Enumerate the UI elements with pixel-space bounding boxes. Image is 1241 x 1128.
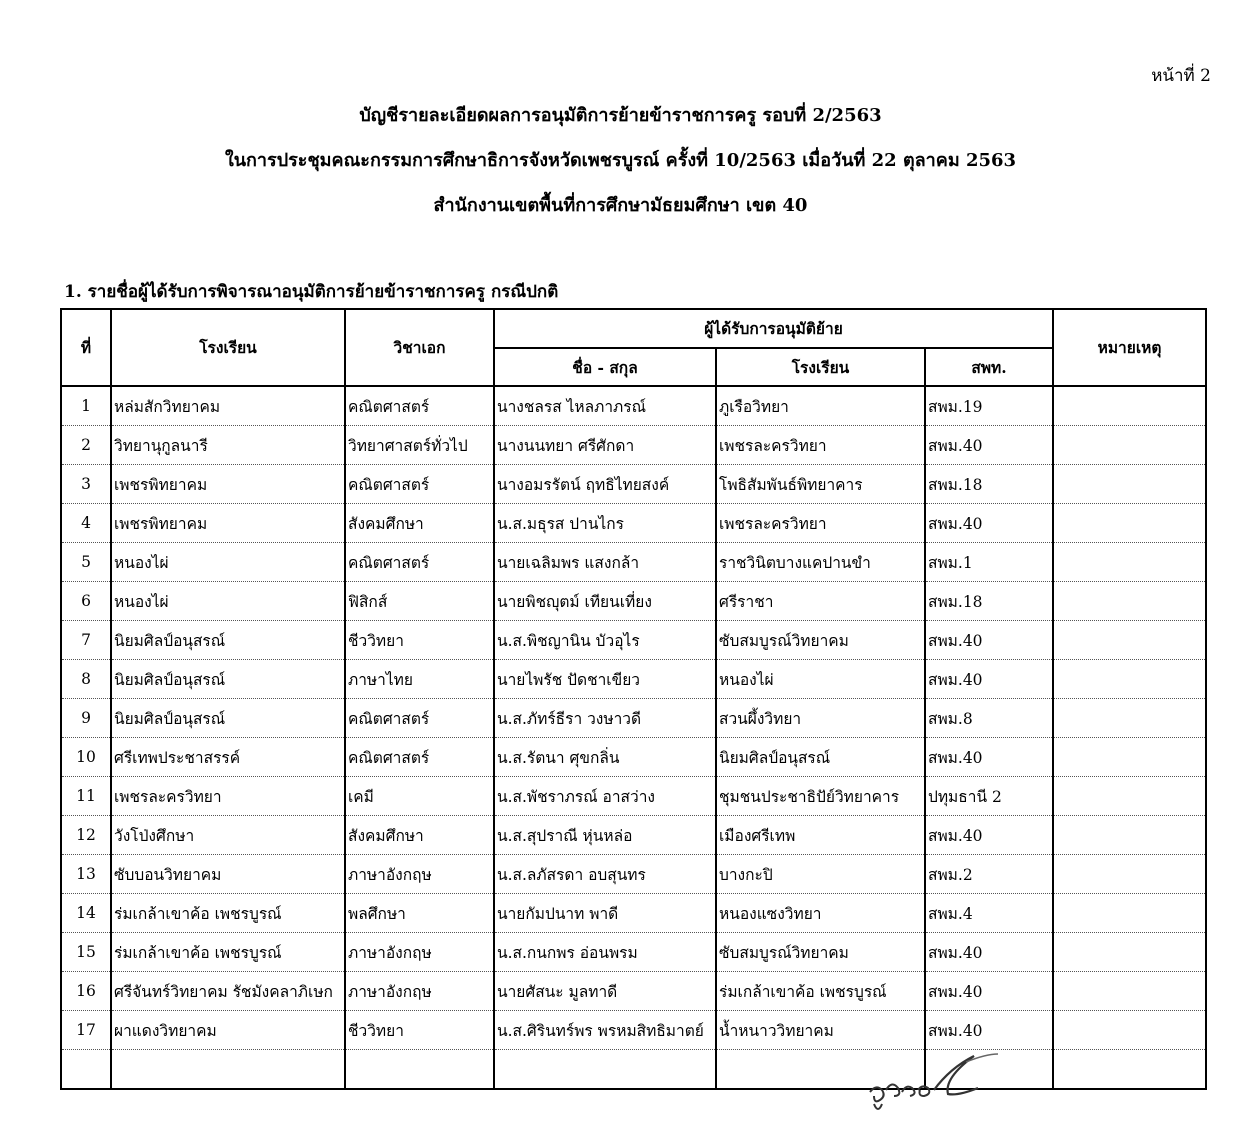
cell-approved-school: บางกะปิ [716, 855, 925, 894]
cell-remark [1053, 777, 1206, 816]
cell-remark [1053, 816, 1206, 855]
cell-no: 2 [61, 426, 111, 465]
cell-major: คณิตศาสตร์ [345, 465, 494, 504]
cell-name: น.ส.รัตนา ศุขกลิ่น [494, 738, 716, 777]
cell-school: ร่มเกล้าเขาค้อ เพชรบูรณ์ [111, 933, 345, 972]
cell-name: น.ส.มธุรส ปานไกร [494, 504, 716, 543]
cell-no: 13 [61, 855, 111, 894]
table-row [61, 1011, 1206, 1050]
cell-major: ชีววิทยา [345, 621, 494, 660]
cell-remark [1053, 933, 1206, 972]
cell-major: สังคมศึกษา [345, 816, 494, 855]
table-row [61, 1050, 1206, 1090]
cell-approved-school: นิยมศิลป์อนุสรณ์ [716, 738, 925, 777]
cell-approved-school: น้ำหนาววิทยาคม [716, 1011, 925, 1050]
cell-office: สพม.19 [925, 386, 1053, 426]
cell-office: สพม.2 [925, 855, 1053, 894]
table-row [61, 777, 1206, 816]
cell-name [494, 1050, 716, 1090]
cell-name: นายพิชญุตม์ เทียนเที่ยง [494, 582, 716, 621]
cell-name: นางอมรรัตน์ ฤทธิไทยสงค์ [494, 465, 716, 504]
cell-approved-school: ภูเรือวิทยา [716, 386, 925, 426]
cell-school: หล่มสักวิทยาคม [111, 386, 345, 426]
cell-no: 7 [61, 621, 111, 660]
cell-approved-school: สวนผึ้งวิทยา [716, 699, 925, 738]
header-approved-school: โรงเรียน [716, 348, 925, 386]
cell-name: นายกัมปนาท พาดี [494, 894, 716, 933]
cell-name: นางชลรส ไหลภาภรณ์ [494, 386, 716, 426]
cell-no: 5 [61, 543, 111, 582]
cell-remark [1053, 894, 1206, 933]
document-title: บัญชีรายละเอียดผลการอนุมัติการย้ายข้าราชการครู รอบที่ 2/2563 [359, 105, 882, 126]
cell-major: คณิตศาสตร์ [345, 386, 494, 426]
cell-no: 14 [61, 894, 111, 933]
cell-major: ฟิสิกส์ [345, 582, 494, 621]
cell-name: น.ส.ลภัสรดา อบสุนทร [494, 855, 716, 894]
cell-major: ภาษาอังกฤษ [345, 972, 494, 1011]
cell-approved-school: โพธิสัมพันธ์พิทยาคาร [716, 465, 925, 504]
cell-approved-school: เพชรละครวิทยา [716, 426, 925, 465]
cell-remark [1053, 738, 1206, 777]
table-row [61, 660, 1206, 699]
cell-school: เพชรพิทยาคม [111, 465, 345, 504]
header-office: สพท. [925, 348, 1053, 386]
table-row [61, 543, 1206, 582]
cell-approved-school: ซับสมบูรณ์วิทยาคม [716, 621, 925, 660]
header-remark: หมายเหตุ [1053, 309, 1206, 386]
cell-school: หนองไผ่ [111, 543, 345, 582]
table-row [61, 972, 1206, 1011]
cell-major [345, 1050, 494, 1090]
cell-no: 11 [61, 777, 111, 816]
table-row [61, 386, 1206, 426]
cell-major: วิทยาศาสตร์ทั่วไป [345, 426, 494, 465]
header-approved-group: ผู้ได้รับการอนุมัติย้าย [494, 309, 1053, 348]
cell-approved-school: ราชวินิตบางแคปานขำ [716, 543, 925, 582]
cell-school: ซับบอนวิทยาคม [111, 855, 345, 894]
table-row [61, 699, 1206, 738]
table-body [61, 386, 1206, 1089]
cell-name: น.ส.สุปราณี หุ่นหล่อ [494, 816, 716, 855]
table-row [61, 738, 1206, 777]
cell-no: 16 [61, 972, 111, 1011]
cell-remark [1053, 699, 1206, 738]
cell-office: สพม.4 [925, 894, 1053, 933]
cell-major: เคมี [345, 777, 494, 816]
cell-approved-school: หนองแซงวิทยา [716, 894, 925, 933]
cell-approved-school: เพชรละครวิทยา [716, 504, 925, 543]
cell-school: ศรีจันทร์วิทยาคม รัชมังคลาภิเษก [111, 972, 345, 1011]
cell-major: พลศึกษา [345, 894, 494, 933]
cell-office: สพม.40 [925, 738, 1053, 777]
cell-school: ร่มเกล้าเขาค้อ เพชรบูรณ์ [111, 894, 345, 933]
cell-no: 3 [61, 465, 111, 504]
cell-remark [1053, 660, 1206, 699]
cell-no: 17 [61, 1011, 111, 1050]
header-school: โรงเรียน [111, 309, 345, 386]
table-row [61, 933, 1206, 972]
cell-remark [1053, 621, 1206, 660]
cell-major: คณิตศาสตร์ [345, 699, 494, 738]
cell-no: 12 [61, 816, 111, 855]
cell-school: นิยมศิลป์อนุสรณ์ [111, 699, 345, 738]
header-no: ที่ [61, 309, 111, 386]
cell-school: วังโป่งศึกษา [111, 816, 345, 855]
page-number: หน้าที่ 2 [1151, 66, 1211, 86]
cell-office: สพม.18 [925, 582, 1053, 621]
cell-approved-school: ชุมชนประชาธิปัย์วิทยาคาร [716, 777, 925, 816]
cell-school: นิยมศิลป์อนุสรณ์ [111, 660, 345, 699]
cell-school: เพชรละครวิทยา [111, 777, 345, 816]
cell-name: นายเฉลิมพร แสงกล้า [494, 543, 716, 582]
cell-name: น.ส.พัชราภรณ์ อาสว่าง [494, 777, 716, 816]
table-row [61, 816, 1206, 855]
cell-school: หนองไผ่ [111, 582, 345, 621]
office-subtitle: สำนักงานเขตพื้นที่การศึกษามัธยมศึกษา เขต 40 [433, 195, 808, 216]
table-row [61, 582, 1206, 621]
cell-office: สพม.40 [925, 426, 1053, 465]
table-row [61, 621, 1206, 660]
cell-remark [1053, 426, 1206, 465]
cell-no: 9 [61, 699, 111, 738]
cell-no: 15 [61, 933, 111, 972]
section-title: 1. รายชื่อผู้ได้รับการพิจารณาอนุมัติการย้ายข้าราชการครู กรณีปกติ [64, 282, 559, 302]
cell-name: นายไพรัช ปัดชาเขียว [494, 660, 716, 699]
cell-name: นายศัสนะ มูลทาดี [494, 972, 716, 1011]
cell-office: ปทุมธานี 2 [925, 777, 1053, 816]
cell-office: สพม.40 [925, 816, 1053, 855]
cell-school: เพชรพิทยาคม [111, 504, 345, 543]
cell-major: คณิตศาสตร์ [345, 543, 494, 582]
cell-no: 1 [61, 386, 111, 426]
cell-office: สพม.1 [925, 543, 1053, 582]
cell-remark [1053, 972, 1206, 1011]
cell-school: ศรีเทพประชาสรรค์ [111, 738, 345, 777]
header-major: วิชาเอก [345, 309, 494, 386]
cell-remark [1053, 1011, 1206, 1050]
cell-name: น.ส.ศิรินทร์พร พรหมสิทธิมาตย์ [494, 1011, 716, 1050]
cell-no: 4 [61, 504, 111, 543]
table-row [61, 465, 1206, 504]
cell-school [111, 1050, 345, 1090]
cell-office: สพม.8 [925, 699, 1053, 738]
cell-approved-school: เมืองศรีเทพ [716, 816, 925, 855]
cell-major: คณิตศาสตร์ [345, 738, 494, 777]
cell-office: สพม.40 [925, 504, 1053, 543]
cell-major: สังคมศึกษา [345, 504, 494, 543]
signature-image [862, 1052, 1002, 1118]
cell-office: สพม.40 [925, 1011, 1053, 1050]
cell-remark [1053, 855, 1206, 894]
cell-remark [1053, 386, 1206, 426]
table-row [61, 894, 1206, 933]
cell-school: วิทยานุกูลนารี [111, 426, 345, 465]
cell-name: น.ส.กนกพร อ่อนพรม [494, 933, 716, 972]
transfer-table [60, 308, 1207, 1090]
cell-remark [1053, 504, 1206, 543]
cell-name: น.ส.ภัทร์ธีรา วงษาวดี [494, 699, 716, 738]
cell-office: สพม.40 [925, 972, 1053, 1011]
cell-approved-school: ศรีราชา [716, 582, 925, 621]
cell-no: 6 [61, 582, 111, 621]
cell-remark [1053, 582, 1206, 621]
table-row [61, 504, 1206, 543]
cell-remark [1053, 465, 1206, 504]
cell-major: ชีววิทยา [345, 1011, 494, 1050]
cell-name: น.ส.พิชญานิน บัวอุไร [494, 621, 716, 660]
cell-major: ภาษาไทย [345, 660, 494, 699]
cell-approved-school: ร่มเกล้าเขาค้อ เพชรบูรณ์ [716, 972, 925, 1011]
cell-office: สพม.40 [925, 660, 1053, 699]
cell-office: สพม.18 [925, 465, 1053, 504]
cell-school: ผาแดงวิทยาคม [111, 1011, 345, 1050]
cell-no: 10 [61, 738, 111, 777]
cell-major: ภาษาอังกฤษ [345, 933, 494, 972]
cell-approved-school: หนองไผ่ [716, 660, 925, 699]
table-row [61, 855, 1206, 894]
cell-no [61, 1050, 111, 1090]
meeting-subtitle: ในการประชุมคณะกรรมการศึกษาธิการจังหวัดเพชรบูรณ์ ครั้งที่ 10/2563 เมื่อวันที่ 22 ตุลาคม 2563 [224, 150, 1017, 171]
cell-office: สพม.40 [925, 621, 1053, 660]
cell-no: 8 [61, 660, 111, 699]
cell-major: ภาษาอังกฤษ [345, 855, 494, 894]
cell-remark [1053, 543, 1206, 582]
header-name: ชื่อ - สกุล [494, 348, 716, 386]
table-row [61, 426, 1206, 465]
cell-remark [1053, 1050, 1206, 1090]
cell-name: นางนนทยา ศรีศักดา [494, 426, 716, 465]
cell-school: นิยมศิลป์อนุสรณ์ [111, 621, 345, 660]
cell-approved-school: ซับสมบูรณ์วิทยาคม [716, 933, 925, 972]
cell-office: สพม.40 [925, 933, 1053, 972]
